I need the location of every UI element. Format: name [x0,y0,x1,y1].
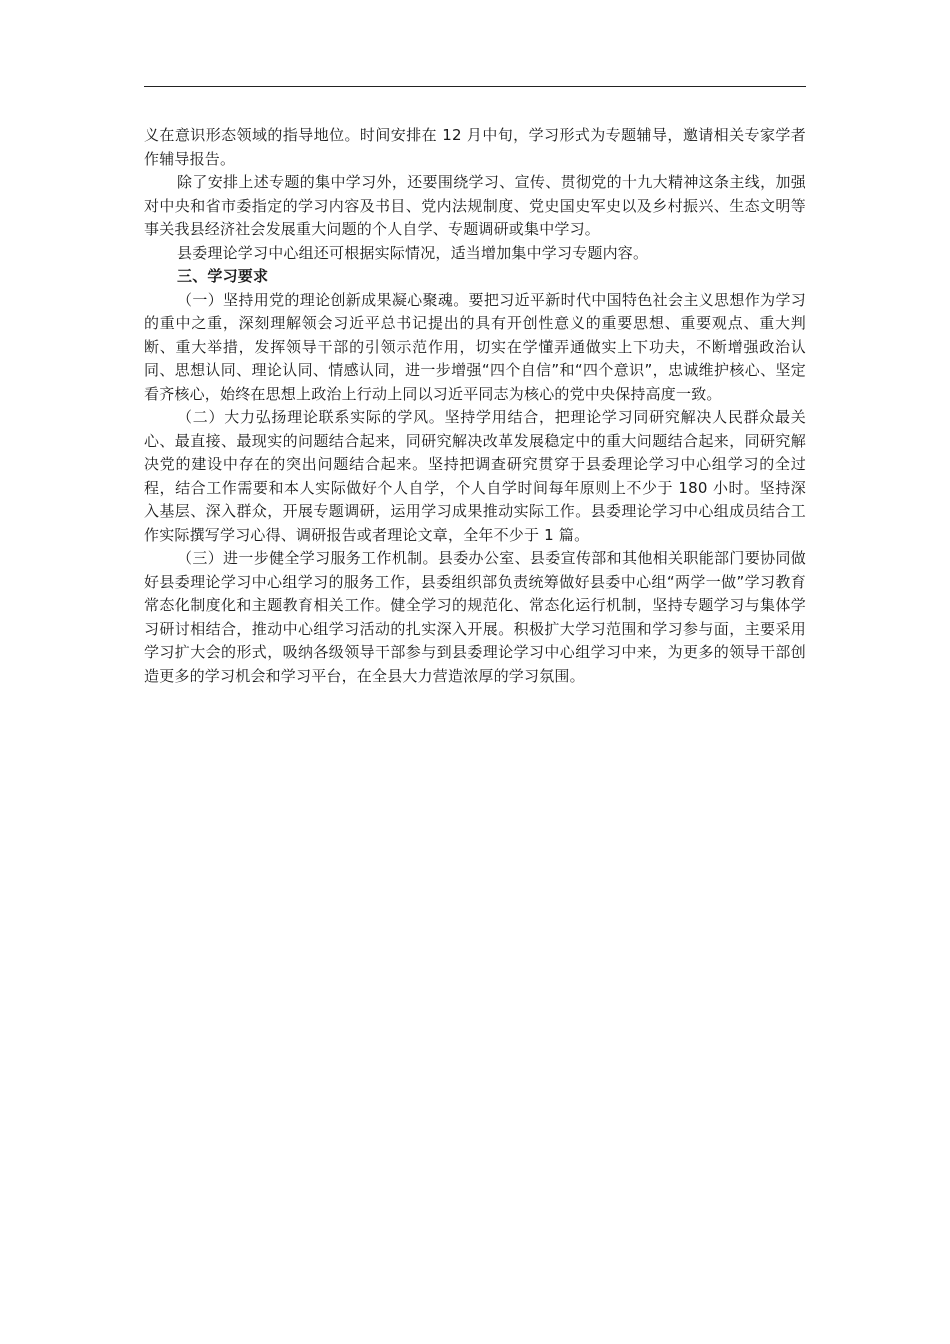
paragraph-additional-study: 除了安排上述专题的集中学习外，还要围绕学习、宣传、贯彻党的十九大精神这条主线，加强对中央和省市委指定的学习内容及书目、党内法规制度、党史国史军史以及乡村振兴、生态文明等事关我县经济社会发展重大问题的个人自学、专题调研或集中学习。 [144,173,806,238]
paragraph-continuation: 义在意识形态领域的指导地位。时间安排在 12 月中旬，学习形式为专题辅导，邀请相关专家学者作辅导报告。 [144,126,806,168]
header-rule [144,86,806,87]
paragraph-requirement-1: （一）坚持用党的理论创新成果凝心聚魂。要把习近平新时代中国特色社会主义思想作为学习的重中之重，深刻理解领会习近平总书记提出的具有开创性意义的重要思想、重要观点、重大判断、重大举措，发挥领导干部的引领示范作用，切实在学懂弄通做实上下功夫，不断增强政治认同、思想认同、理论认同、情感认同，进一步增强“四个自信”和“四个意识”，忠诚维护核心、坚定看齐核心，始终在思想上政治上行动上同以习近平同志为核心的党中央保持高度一致。 [144,290,806,403]
section-heading: 三、学习要求 [177,267,269,285]
paragraph-requirement-2: （二）大力弘扬理论联系实际的学风。坚持学用结合，把理论学习同研究解决人民群众最关心、最直接、最现实的问题结合起来，同研究解决改革发展稳定中的重大问题结合起来，同研究解决党的建设中存在的突出问题结合起来。坚持把调查研究贯穿于县委理论学习中心组学习的全过程，结合工作需要和本人实际做好个人自学，个人自学时间每年原则上不少于 180 小时。坚持深入基层、深入群众，开展专题调研，运用学习成果推动实际工作。县委理论学习中心组成员结合工作实际撰写学习心得、调研报告或者理论文章，全年不少于 1 篇。 [144,408,806,544]
paragraph-extra-topics: 县委理论学习中心组还可根据实际情况，适当增加集中学习专题内容。 [177,243,649,262]
paragraph-requirement-3: （三）进一步健全学习服务工作机制。县委办公室、县委宣传部和其他相关职能部门要协同做好县委理论学习中心组学习的服务工作，县委组织部负责统筹做好县委中心组“两学一做”学习教育常态化制度化和主题教育相关工作。健全学习的规范化、常态化运行机制，坚持专题学习与集体学习研讨相结合，推动中心组学习活动的扎实深入开展。积极扩大学习范围和学习参与面，主要采用学习扩大会的形式，吸纳各级领导干部参与到县委理论学习中心组学习中来，为更多的领导干部创造更多的学习机会和学习平台，在全县大力营造浓厚的学习氛围。 [144,549,806,685]
document-body [144,124,806,688]
